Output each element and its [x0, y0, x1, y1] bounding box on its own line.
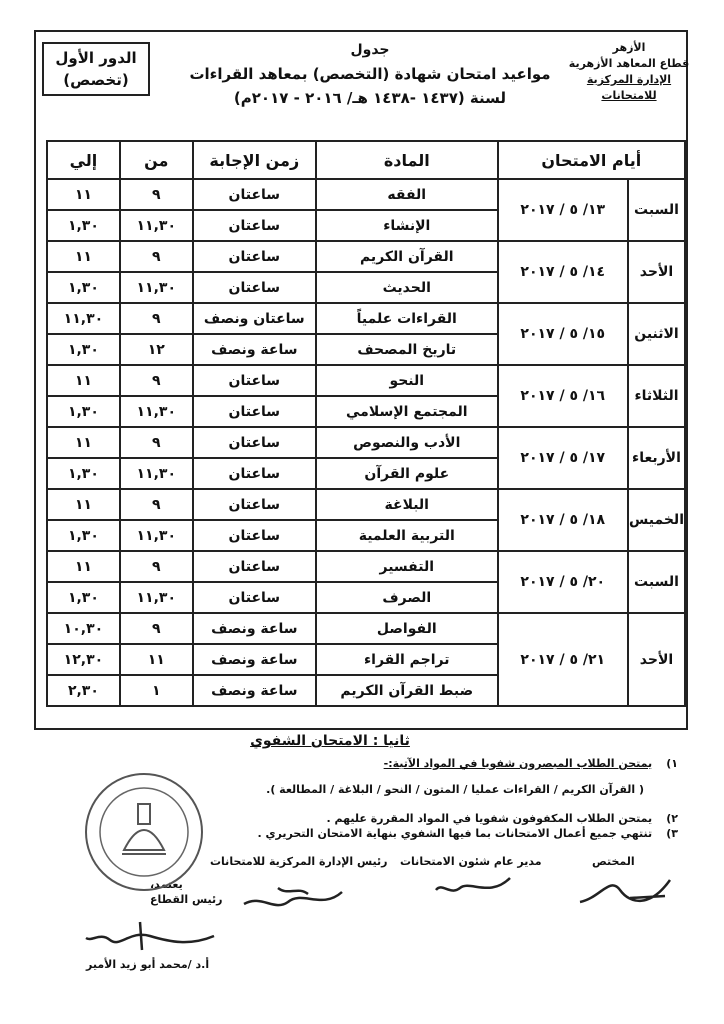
note-text: تنتهي جميع أعمال الامتحانات بما فيها الشفوي بنهاية الامتحان التحريري .: [257, 827, 653, 840]
to-time-cell: ١١,٣٠: [47, 303, 120, 334]
exam-date-cell: ١٣/ ٥ / ٢٠١٧: [498, 179, 628, 241]
signature-sector-head-name: أ.د /محمد أبو زيد الأمير: [86, 958, 210, 971]
signature-director: [430, 868, 520, 902]
table-row: [47, 241, 685, 272]
to-time-cell: ٢,٣٠: [47, 675, 120, 706]
to-time-cell: ١١: [47, 365, 120, 396]
duration-cell: ساعة ونصف: [193, 675, 316, 706]
duration-cell: ساعتان: [193, 365, 316, 396]
table-row: [47, 179, 685, 210]
to-time-cell: ١١: [47, 241, 120, 272]
subject-cell: المجتمع الإسلامي: [316, 396, 498, 427]
exam-date-cell: ١٥/ ٥ / ٢٠١٧: [498, 303, 628, 365]
issuer-block: [566, 40, 692, 104]
header-days: أيام الامتحان: [498, 141, 685, 179]
subject-cell: الفواصل: [316, 613, 498, 644]
subject-cell: تاريخ المصحف: [316, 334, 498, 365]
from-time-cell: ١١,٣٠: [120, 272, 193, 303]
note-number: ٣): [666, 827, 678, 840]
header-duration: زمن الإجابة: [193, 141, 316, 179]
issuer-line-2: قطاع المعاهد الأزهرية: [568, 57, 690, 70]
signature-sector-head: [80, 912, 220, 956]
exam-day-cell: الأربعاء: [628, 427, 685, 489]
to-time-cell: ١٠,٣٠: [47, 613, 120, 644]
subject-cell: القرآن الكريم: [316, 241, 498, 272]
issuer-line-3: الإدارة المركزية للامتحانات: [586, 73, 672, 102]
subject-cell: البلاغة: [316, 489, 498, 520]
header-to: إلي: [47, 141, 120, 179]
title-small: جدول: [350, 42, 390, 58]
page-title: مواعيد امتحان شهادة (التخصص) بمعاهد القراءات: [189, 65, 551, 83]
duration-cell: ساعتان: [193, 241, 316, 272]
table-body: [47, 179, 685, 706]
from-time-cell: ١١,٣٠: [120, 458, 193, 489]
official-stamp: [82, 770, 206, 894]
duration-cell: ساعتان: [193, 396, 316, 427]
duration-cell: ساعتان: [193, 179, 316, 210]
from-time-cell: ١١: [120, 644, 193, 675]
duration-cell: ساعتان: [193, 551, 316, 582]
exam-day-cell: الأحد: [628, 613, 685, 706]
subject-cell: التربية العلمية: [316, 520, 498, 551]
duration-cell: ساعتان: [193, 210, 316, 241]
round-badge: [42, 42, 150, 96]
exam-date-cell: ١٦/ ٥ / ٢٠١٧: [498, 365, 628, 427]
subject-cell: الحديث: [316, 272, 498, 303]
duration-cell: ساعتان: [193, 458, 316, 489]
subject-cell: ضبط القرآن الكريم: [316, 675, 498, 706]
from-time-cell: ١١,٣٠: [120, 582, 193, 613]
subject-cell: النحو: [316, 365, 498, 396]
exam-date-cell: ١٨/ ٥ / ٢٠١٧: [498, 489, 628, 551]
round-line-2: (تخصص): [63, 71, 129, 89]
subject-cell: الأدب والنصوص: [316, 427, 498, 458]
exam-day-cell: السبت: [628, 551, 685, 613]
from-time-cell: ١٢: [120, 334, 193, 365]
from-time-cell: ١: [120, 675, 193, 706]
table-row: [47, 427, 685, 458]
subject-cell: علوم القرآن: [316, 458, 498, 489]
subject-cell: تراجم القراء: [316, 644, 498, 675]
to-time-cell: ١,٣٠: [47, 272, 120, 303]
signature-central-head-title: رئيس الإدارة المركزية للامتحانات: [210, 855, 388, 868]
table-row: [47, 489, 685, 520]
exam-date-cell: ١٤/ ٥ / ٢٠١٧: [498, 241, 628, 303]
to-time-cell: ١١: [47, 489, 120, 520]
duration-cell: ساعتان: [193, 427, 316, 458]
document-title-block: [180, 38, 560, 110]
to-time-cell: ١,٣٠: [47, 396, 120, 427]
from-time-cell: ١١,٣٠: [120, 396, 193, 427]
to-time-cell: ١,٣٠: [47, 458, 120, 489]
exam-day-cell: الأحد: [628, 241, 685, 303]
from-time-cell: ١١,٣٠: [120, 210, 193, 241]
duration-cell: ساعتان ونصف: [193, 303, 316, 334]
note-number: ١): [666, 757, 678, 770]
signature-specialist-title: المختص: [592, 855, 635, 868]
oral-exam-title: ثانيا : الامتحان الشفوي: [250, 733, 410, 749]
subject-cell: الفقه: [316, 179, 498, 210]
from-time-cell: ٩: [120, 365, 193, 396]
from-time-cell: ٩: [120, 613, 193, 644]
exam-schedule-table: [46, 140, 686, 707]
note-text: يمتحن الطلاب المبصرون شفويا في المواد الآتية:-: [383, 757, 653, 770]
table-row: [47, 303, 685, 334]
exam-day-cell: الخميس: [628, 489, 685, 551]
exam-day-cell: الثلاثاء: [628, 365, 685, 427]
signature-specialist: [570, 868, 680, 912]
table-row: [47, 365, 685, 396]
subject-cell: الإنشاء: [316, 210, 498, 241]
issuer-line-1: الأزهر: [612, 41, 646, 54]
title-year: لسنة (١٤٣٧ -١٤٣٨ هـ/ ٢٠١٦ - ٢٠١٧م): [233, 89, 507, 107]
duration-cell: ساعة ونصف: [193, 334, 316, 365]
table-header-row: [47, 141, 685, 179]
duration-cell: ساعتان: [193, 489, 316, 520]
from-time-cell: ٩: [120, 303, 193, 334]
exam-date-cell: ٢١/ ٥ / ٢٠١٧: [498, 613, 628, 706]
to-time-cell: ١٢,٣٠: [47, 644, 120, 675]
note-text: يمتحن الطلاب المكفوفون شفويا في المواد المقررة عليهم .: [326, 812, 653, 825]
to-time-cell: ١,٣٠: [47, 520, 120, 551]
duration-cell: ساعة ونصف: [193, 644, 316, 675]
exam-day-cell: الاثنين: [628, 303, 685, 365]
duration-cell: ساعتان: [193, 520, 316, 551]
from-time-cell: ١١,٣٠: [120, 520, 193, 551]
to-time-cell: ١١: [47, 551, 120, 582]
note-number: ٢): [666, 812, 678, 825]
round-line-1: الدور الأول: [55, 49, 137, 67]
subject-cell: القراءات علمياً: [316, 303, 498, 334]
duration-cell: ساعة ونصف: [193, 613, 316, 644]
duration-cell: ساعتان: [193, 582, 316, 613]
to-time-cell: ١١: [47, 427, 120, 458]
from-time-cell: ٩: [120, 551, 193, 582]
duration-cell: ساعتان: [193, 272, 316, 303]
from-time-cell: ٩: [120, 179, 193, 210]
signature-central-head: [238, 880, 348, 916]
table-row: [47, 613, 685, 644]
to-time-cell: ١,٣٠: [47, 582, 120, 613]
to-time-cell: ١,٣٠: [47, 334, 120, 365]
to-time-cell: ١١: [47, 179, 120, 210]
from-time-cell: ٩: [120, 241, 193, 272]
header-subject: المادة: [316, 141, 498, 179]
subject-cell: الصرف: [316, 582, 498, 613]
exam-date-cell: ١٧/ ٥ / ٢٠١٧: [498, 427, 628, 489]
signature-director-title: مدير عام شئون الامتحانات: [400, 855, 542, 868]
to-time-cell: ١,٣٠: [47, 210, 120, 241]
exam-date-cell: ٢٠/ ٥ / ٢٠١٧: [498, 551, 628, 613]
from-time-cell: ٩: [120, 427, 193, 458]
table-row: [47, 551, 685, 582]
oral-note-1: [58, 757, 678, 770]
header-from: من: [120, 141, 193, 179]
signature-approve-label: يعتمد،: [150, 878, 183, 891]
signature-sector-head-title: رئيس القطاع: [150, 893, 223, 906]
note-text: ( القرآن الكريم / القراءات عمليا / المتون / النحو / البلاغة / المطالعة ).: [266, 783, 644, 796]
exam-day-cell: السبت: [628, 179, 685, 241]
from-time-cell: ٩: [120, 489, 193, 520]
subject-cell: التفسير: [316, 551, 498, 582]
